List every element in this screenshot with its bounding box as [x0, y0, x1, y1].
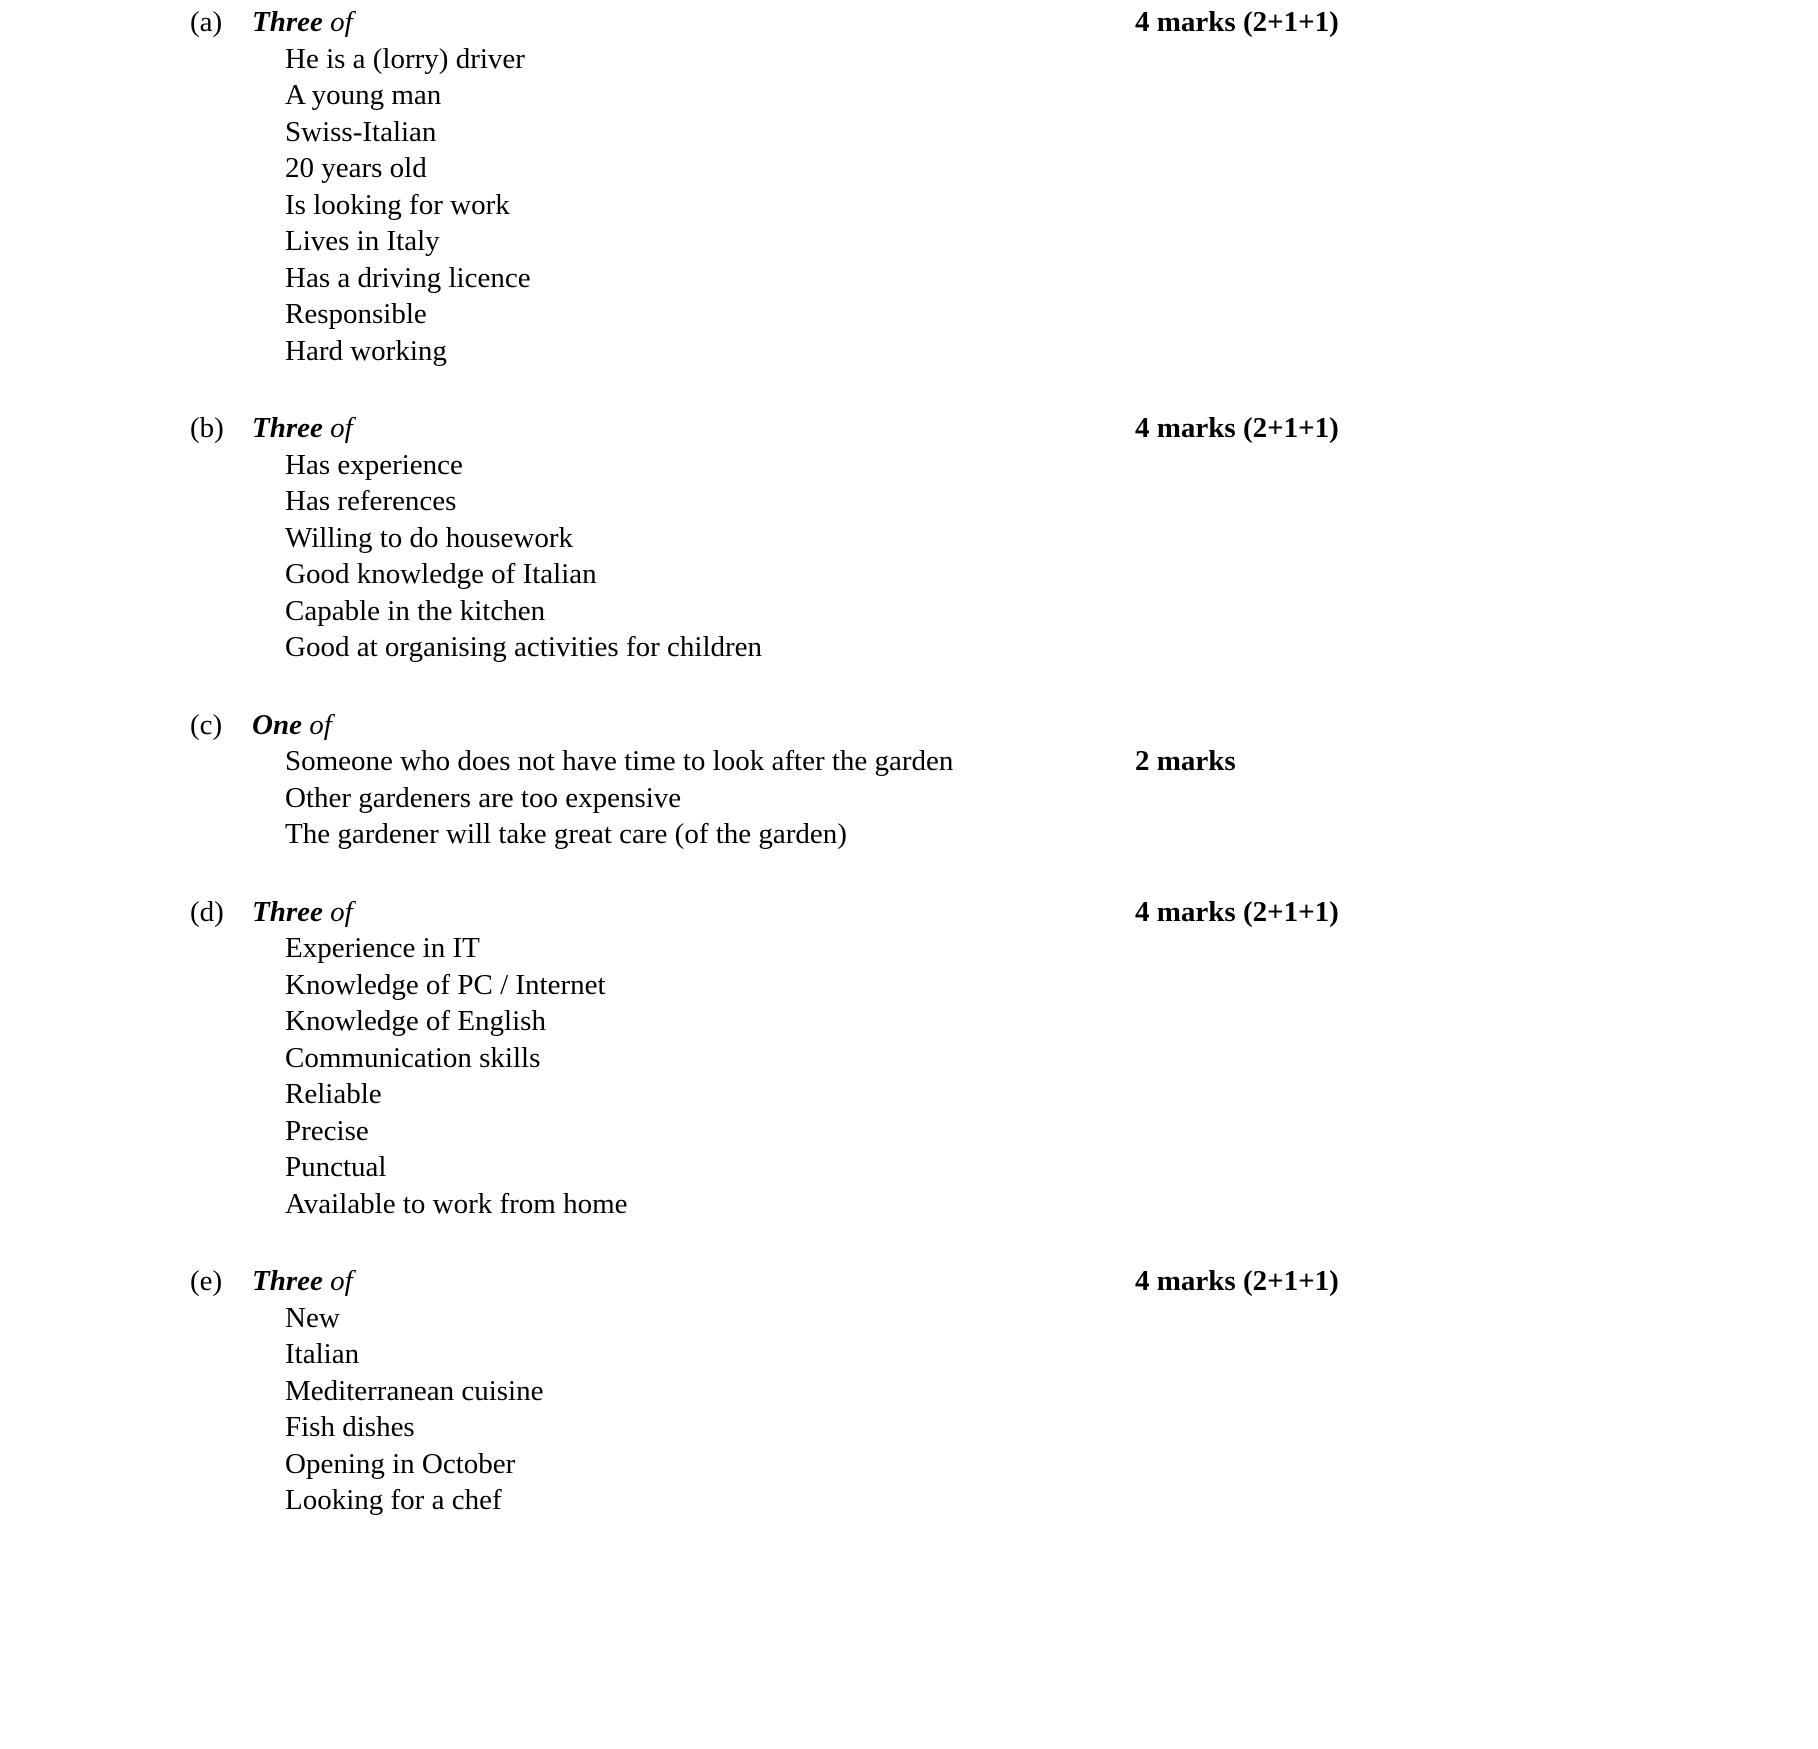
- answer-item: Hard working: [285, 334, 447, 367]
- answer-item: Available to work from home: [285, 1187, 628, 1220]
- answer-item: Mediterranean cuisine: [285, 1374, 544, 1407]
- answer-quantity: Three: [252, 6, 323, 38]
- answer-item: Has a driving licence: [285, 261, 531, 294]
- answer-item: Reliable: [285, 1078, 382, 1110]
- answer-item: Precise: [285, 1114, 369, 1147]
- answer-item: Lives in Italy: [285, 225, 440, 257]
- answer-list: [190, 743, 1818, 853]
- answer-list: [190, 1300, 1818, 1519]
- section-label: (c): [190, 708, 223, 741]
- answer-item: Other gardeners are too expensive: [285, 781, 682, 814]
- section-header: [190, 4, 1818, 41]
- section-label: (d): [190, 895, 224, 928]
- answer-item: The gardener will take great care (of the garden): [285, 818, 847, 850]
- section-title: [252, 707, 332, 744]
- answer-item: New: [285, 1301, 340, 1334]
- marks-allocation: 4 marks (2+1+1): [1135, 895, 1339, 928]
- answer-quantity: Three: [252, 412, 323, 444]
- answer-list: [190, 447, 1818, 666]
- section-title: [252, 4, 353, 41]
- marks-allocation: 4 marks (2+1+1): [1135, 412, 1339, 444]
- answer-item: Opening in October: [285, 1447, 516, 1480]
- answer-item: Italian: [285, 1338, 360, 1370]
- answer-section: [190, 410, 1818, 666]
- answer-item: Capable in the kitchen: [285, 594, 546, 627]
- answer-section: [190, 894, 1818, 1223]
- answer-item: Swiss-Italian: [285, 115, 437, 148]
- answer-item: Good knowledge of Italian: [285, 558, 597, 590]
- answer-quantity: Three: [252, 895, 323, 928]
- answer-section: [190, 707, 1818, 853]
- answer-item: Knowledge of English: [285, 1005, 546, 1037]
- of-word: of: [330, 1265, 353, 1297]
- marks-allocation: 4 marks (2+1+1): [1135, 6, 1339, 38]
- section-title: [252, 894, 353, 931]
- of-word: of: [330, 6, 353, 38]
- answer-quantity: One: [252, 708, 302, 741]
- answer-section: [190, 4, 1818, 369]
- answer-section: [190, 1263, 1818, 1519]
- of-word: of: [330, 895, 353, 928]
- answer-item: Knowledge of PC / Internet: [285, 968, 606, 1001]
- answer-list: [190, 41, 1818, 370]
- section-header: [190, 1263, 1818, 1300]
- answer-item: Experience in IT: [285, 932, 480, 964]
- answer-item: Someone who does not have time to look after the garden: [285, 745, 954, 777]
- section-label: (e): [190, 1265, 223, 1297]
- answer-item: Willing to do housework: [285, 521, 574, 554]
- section-header: [190, 894, 1818, 931]
- answer-item: Responsible: [285, 298, 427, 330]
- of-word: of: [330, 412, 353, 444]
- answer-item: Communication skills: [285, 1041, 541, 1074]
- answer-item: A young man: [285, 79, 442, 111]
- answer-item: Fish dishes: [285, 1411, 415, 1443]
- answer-item: 20 years old: [285, 152, 427, 184]
- answer-item: Punctual: [285, 1151, 387, 1183]
- answer-item: Looking for a chef: [285, 1484, 502, 1516]
- section-label: (a): [190, 6, 223, 38]
- answer-item: Has experience: [285, 448, 463, 481]
- of-word: of: [309, 708, 332, 741]
- answer-item: Good at organising activities for children: [285, 631, 763, 663]
- section-title: [252, 410, 353, 447]
- answer-list: [190, 930, 1818, 1222]
- section-label: (b): [190, 412, 224, 444]
- section-header: [190, 707, 1818, 744]
- marks-allocation: 4 marks (2+1+1): [1135, 1265, 1339, 1297]
- answer-item: Has references: [285, 485, 457, 517]
- answer-item: Is looking for work: [285, 188, 510, 221]
- answer-quantity: Three: [252, 1265, 323, 1297]
- answer-item: He is a (lorry) driver: [285, 42, 525, 75]
- marks-allocation: 2 marks: [1135, 745, 1236, 777]
- section-header: [190, 410, 1818, 447]
- section-title: [252, 1263, 353, 1300]
